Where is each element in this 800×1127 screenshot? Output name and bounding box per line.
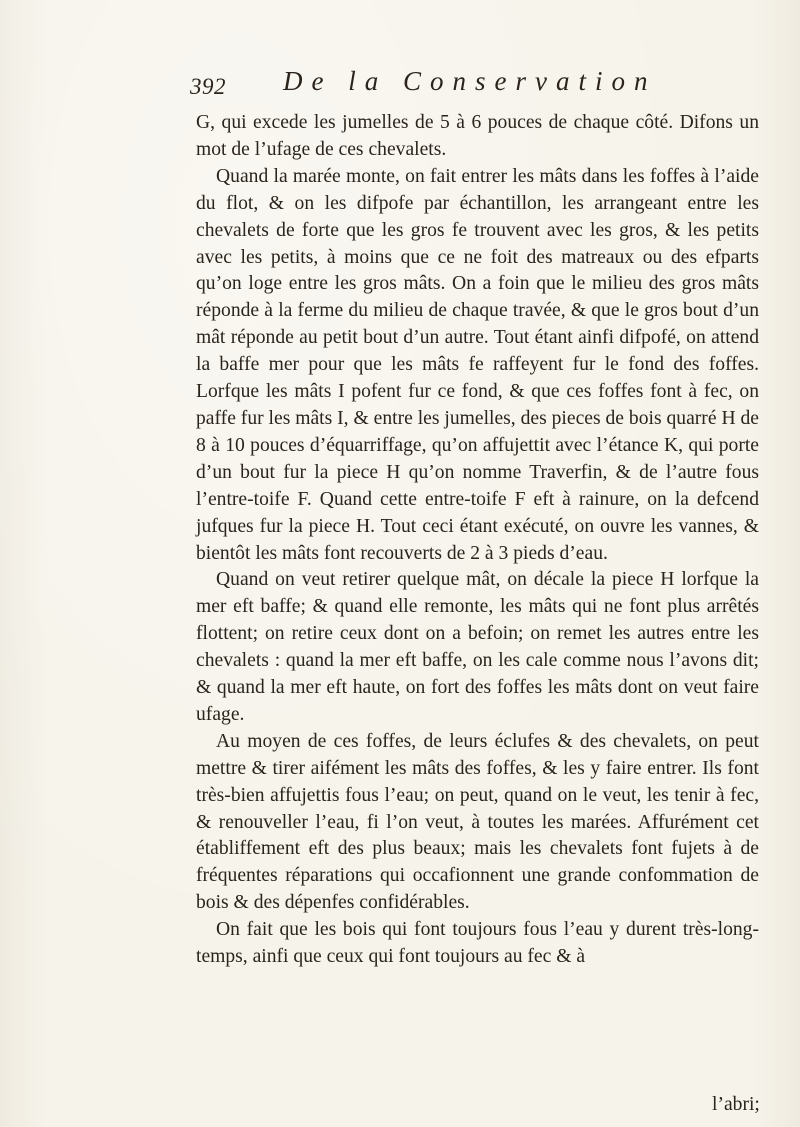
body-text [196, 110, 759, 971]
paragraph-2: Quand la marée monte, on fait entrer les mâts dans les foffes à l’aide du flot, & on les difpofe par échantillon, les arrangeant entre les chevalets de forte que les gros fe trouvent avec les gros, & les petits avec les petits, à moins que ce ne foit des matreaux ou des efparts qu’on loge entre les gros mâts. On a foin que le milieu des gros mâts réponde à la ferme du milieu de chaque travée, & que le gros bout d’un mât réponde au petit bout d’un autre. Tout étant ainfi difpofé, on attend la baffe mer pour que les mâts fe raffeyent fur le fond des foffes. Lorfque les mâts I pofent fur ce fond, & que ces foffes font à fec, on paffe fur les mâts I, & entre les jumelles, des pieces de bois quarré H de 8 à 10 pouces d’équarriffage, qu’on affujettit avec l’étance K, qui porte d’un bout fur la piece H qu’on nomme Traverfin, & de l’autre fous l’entre-toife F. Quand cette entre-toife F eft à rainure, on la defcend jufques fur la piece H. Tout ceci étant exécuté, on ouvre les vannes, & bientôt les mâts font recouverts de 2 à 3 pieds d’eau. [196, 165, 759, 564]
running-title: De la Conservation [283, 66, 657, 96]
paragraph-5: On fait que les bois qui font toujours fous l’eau y durent très-long-temps, ainfi que ceux qui font toujours au fec & à [196, 919, 759, 968]
paragraph-3: Quand on veut retirer quelque mât, on décale la piece H lorfque la mer eft baffe; & quand elle remonte, les mâts qui ne font plus arrêtés flottent; on retire ceux dont on a befoin; on remet les autres entre les chevalets : quand la mer eft baffe, on les cale comme nous l’avons dit; & quand la mer eft haute, on fort des foffes les mâts dont on veut faire ufage. [196, 569, 759, 725]
paragraph-4: Au moyen de ces foffes, de leurs éclufes & des chevalets, on peut mettre & tirer aifément les mâts des foffes, & les y faire entrer. Ils font très-bien affujettis fous l’eau; on peut, quand on le veut, les tenir à fec, & renouveller l’eau, fi l’on veut, à toutes les marées. Affurément cet établiffement eft des plus beaux; mais les chevalets font fujets à de fréquentes réparations qui occafionnent une grande confommation de bois & des dépenfes confidérables. [196, 730, 759, 914]
page-number: 392 [190, 74, 226, 99]
paragraph-1: G, qui excede les jumelles de 5 à 6 pouces de chaque côté. Difons un mot de l’ufage de ces chevalets. [196, 112, 759, 160]
page-header [190, 66, 750, 106]
catchword: l’abri; [712, 1094, 760, 1115]
